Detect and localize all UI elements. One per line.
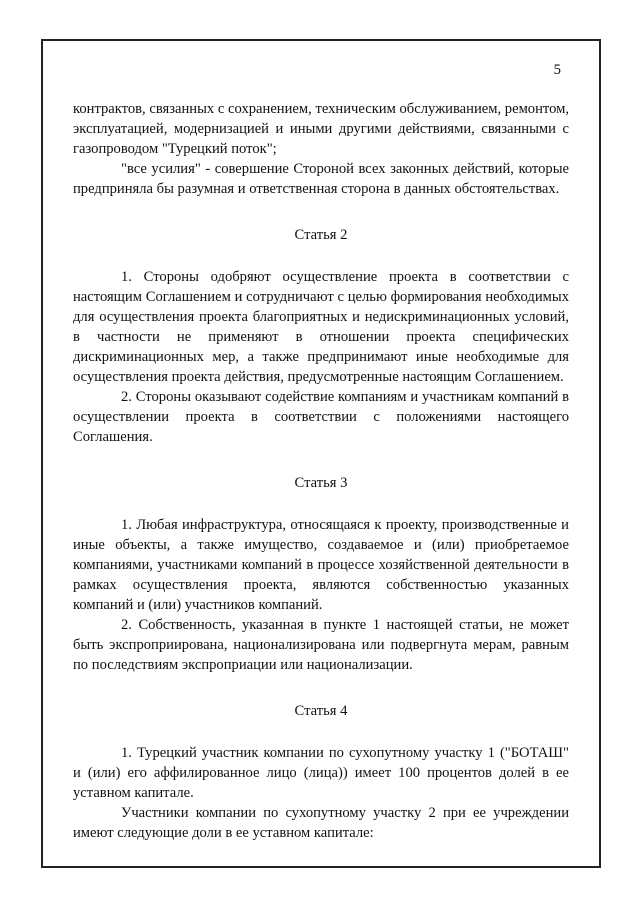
article-4-paragraph-2: Участники компании по сухопутному участку 2 при ее учреждении имеют следующие доли в ее уставном капитале: [73,805,569,841]
article-3-paragraph-1: 1. Любая инфраструктура, относящаяся к проекту, производственные и иные объекты, а также имущество, создаваемое и (или) приобретаемое компаниями, участниками компаний в процессе хозяйственной деятельности в рамках осуществления проекта, являются собственностью указанных компаний и (или) участников компаний. [73,517,569,613]
intro-paragraph-1: контрактов, связанных с сохранением, техническим обслуживанием, ремонтом, эксплуатацией, модернизацией и иными другими действиями, связанными с газопроводом "Турецкий поток"; [73,101,569,157]
article-3-heading: Статья 3 [294,475,348,491]
intro-paragraph-2: "все усилия" - совершение Стороной всех законных действий, которые предприняла бы разумная и ответственная сторона в данных обстоятельствах. [73,161,569,197]
article-4-heading: Статья 4 [294,703,348,719]
article-4-paragraph-1: 1. Турецкий участник компании по сухопутному участку 1 ("БОТАШ" и (или) его аффилированное лицо (лица)) имеет 100 процентов долей в ее уставном капитале. [73,745,569,801]
article-2-paragraph-2: 2. Стороны оказывают содействие компаниям и участникам компаний в осуществлении проекта в соответствии с положениями настоящего Соглашения. [73,389,569,445]
article-3-paragraph-2: 2. Собственность, указанная в пункте 1 настоящей статьи, не может быть экспроприирована, национализирована или подвергнута мерам, равным по последствиям экспроприации или национализации. [73,617,569,673]
document-body [73,99,569,843]
article-2-paragraph-1: 1. Стороны одобряют осуществление проекта в соответствии с настоящим Соглашением и сотрудничают с целью формирования необходимых для осуществления проекта благоприятных и недискриминационных условий, в частности не применяют в отношении проекта специфических дискриминационных мер, а также предпринимают иные необходимые для осуществления проекта действия, предусмотренные настоящим Соглашением. [73,269,569,385]
page-number: 5 [553,62,561,78]
page-frame [41,39,601,868]
article-2-heading: Статья 2 [294,227,348,243]
